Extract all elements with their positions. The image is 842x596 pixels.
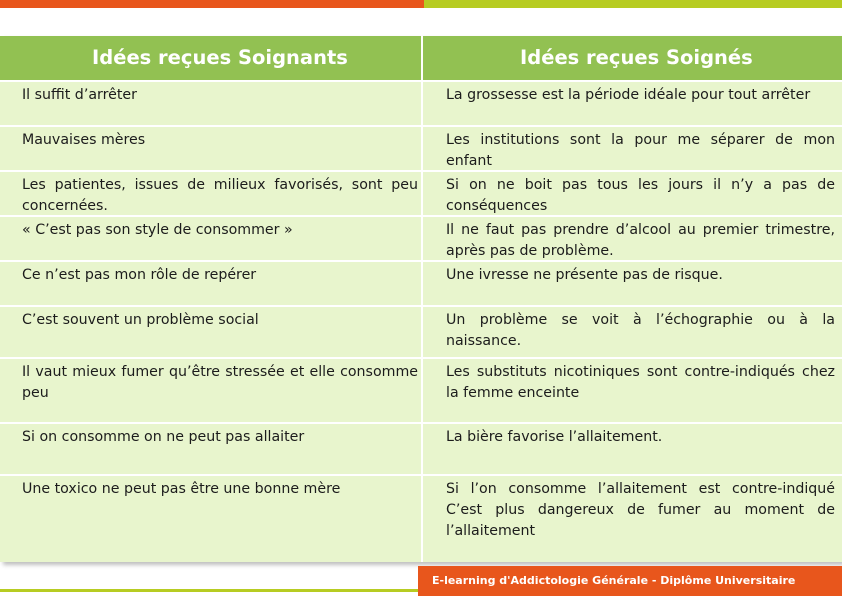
cell-soignes: Une ivresse ne présente pas de risque. bbox=[446, 267, 723, 283]
cell-soignes: La bière favorise l’allaitement. bbox=[446, 429, 663, 445]
cell-soignes: Les institutions sont la pour me séparer de mon enfant bbox=[446, 132, 835, 169]
cell-soignants: « C’est pas son style de consommer » bbox=[22, 222, 293, 238]
cell-soignants: Il vaut mieux fumer qu’être stressée et elle consomme peu bbox=[22, 364, 418, 401]
header-soignants: Idées reçues Soignants bbox=[92, 46, 348, 69]
cell-soignants: Les patientes, issues de milieux favorisés, sont peu concernées. bbox=[22, 177, 418, 214]
top-bar-orange-segment bbox=[0, 0, 424, 8]
footer-text: E-learning d'Addictologie Générale - Diplôme Universitaire bbox=[432, 574, 796, 587]
footer-banner bbox=[418, 566, 842, 596]
ideas-table bbox=[0, 36, 842, 562]
cell-soignes: Un problème se voit à l’échographie ou à la naissance. bbox=[446, 312, 835, 349]
cell-soignes: Si on ne boit pas tous les jours il n’y a pas de conséquences bbox=[446, 177, 835, 214]
cell-soignants: Mauvaises mères bbox=[22, 132, 146, 148]
column-divider bbox=[421, 36, 423, 562]
cell-soignants: Si on consomme on ne peut pas allaiter bbox=[22, 429, 305, 445]
cell-soignes: Les substituts nicotiniques sont contre-indiqués chez la femme enceinte bbox=[446, 364, 835, 401]
top-accent-bar bbox=[0, 0, 842, 8]
cell-soignants: Ce n’est pas mon rôle de repérer bbox=[22, 267, 257, 283]
bottom-accent-line bbox=[0, 589, 418, 592]
cell-soignes: Si l’on consomme l’allaitement est contre-indiqué C’est plus dangereux de fumer au moment de l’allaitement bbox=[446, 481, 835, 539]
cell-soignants: C’est souvent un problème social bbox=[22, 312, 259, 328]
top-bar-green-segment bbox=[424, 0, 842, 8]
cell-soignes: Il ne faut pas prendre d’alcool au premier trimestre, après pas de problème. bbox=[446, 222, 835, 259]
header-soignes: Idées reçues Soignés bbox=[520, 46, 753, 69]
cell-soignants: Il suffit d’arrêter bbox=[22, 87, 137, 103]
cell-soignants: Une toxico ne peut pas être une bonne mère bbox=[22, 481, 341, 497]
cell-soignes: La grossesse est la période idéale pour tout arrêter bbox=[446, 87, 811, 103]
